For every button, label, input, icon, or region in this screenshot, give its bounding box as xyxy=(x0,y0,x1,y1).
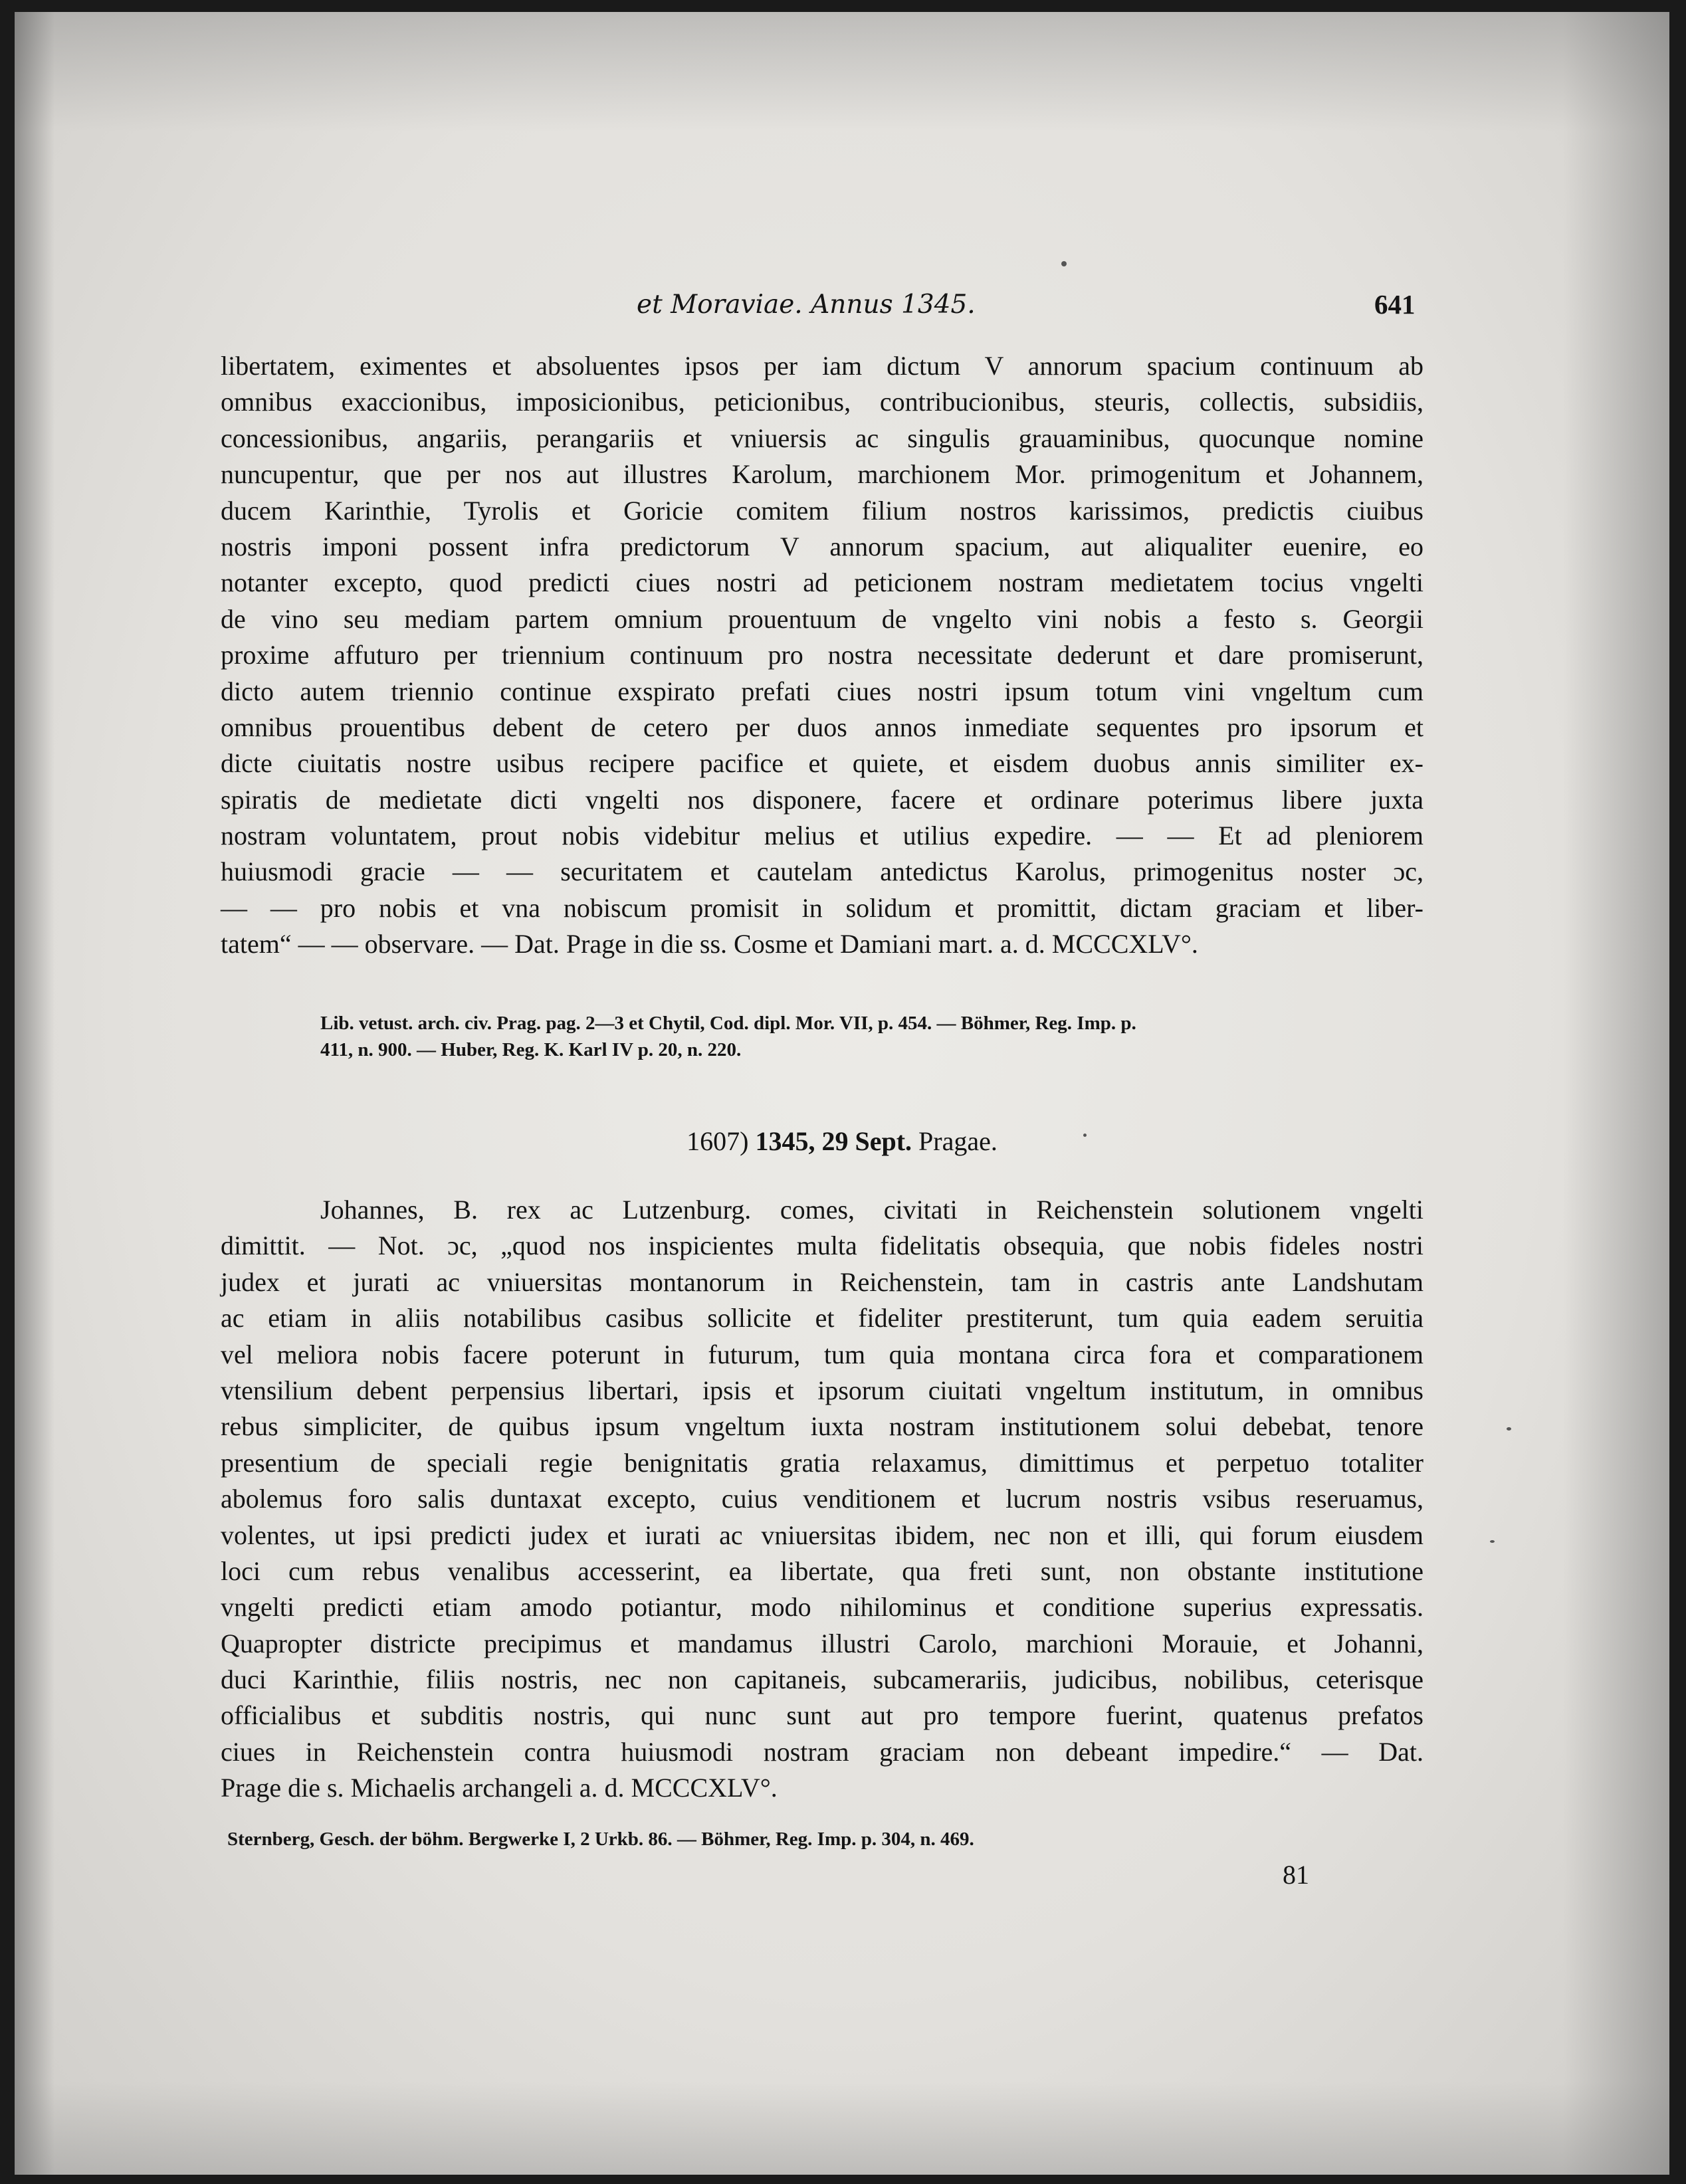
text-line: dicto autem triennio continue exspirato prefati ciues nostri ipsum totum vini vngeltum cum xyxy=(221,676,1423,706)
text-line: omnibus exaccionibus, imposicionibus, peticionibus, contribucionibus, steuris, collectis, subsidiis, xyxy=(221,387,1423,417)
signature-mark: 81 xyxy=(1283,1860,1309,1890)
text-line: ac etiam in aliis notabilibus casibus sollicite et fideliter prestiterunt, tum quia eadem seruitia xyxy=(221,1303,1423,1334)
text-line: vel meliora nobis facere poterunt in futurum, tum quia montana circa fora et comparationem xyxy=(221,1339,1423,1369)
scan-speck xyxy=(1061,261,1067,266)
text-line: presentium de speciali regie benignitatis gratia relaxamus, dimittimus et perpetuo totaliter xyxy=(221,1447,1423,1478)
scan-shadow-right xyxy=(1563,12,1669,2175)
text-line: proxime affuturo per triennium continuum pro nostra necessitate dederunt et dare promiserunt, xyxy=(221,640,1423,670)
entry-1606-sources xyxy=(320,1010,1423,1063)
text-line: ciues in Reichenstein contra huiusmodi nostram graciam non debeant impedire.“ — Dat. xyxy=(221,1736,1423,1767)
page-number: 641 xyxy=(1374,289,1416,320)
running-header xyxy=(15,290,1669,330)
text-line: Quapropter districte precipimus et mandamus illustri Carolo, marchioni Morauie, et Johanni, xyxy=(221,1628,1423,1658)
text-line: nuncupentur, que per nos aut illustres Karolum, marchionem Mor. primogenitum et Johannem, xyxy=(221,459,1423,490)
text-line: loci cum rebus venalibus accesserint, ea libertate, qua freti sunt, non obstante institutione xyxy=(221,1555,1423,1586)
source-line: Sternberg, Gesch. der böhm. Bergwerke I, 2 Urkb. 86. — Böhmer, Reg. Imp. p. 304, n. 469. xyxy=(227,1829,974,1850)
source-line: Lib. vetust. arch. civ. Prag. pag. 2—3 et Chytil, Cod. dipl. Mor. VII, p. 454. — Böhmer, Reg. Imp. p. xyxy=(320,1013,1136,1034)
text-line: abolemus foro salis duntaxat excepto, cuius venditionem et lucrum nostris vsibus reseruamus, xyxy=(221,1484,1423,1514)
scan-shadow-left xyxy=(15,12,54,2175)
scan-shadow-bottom xyxy=(15,2082,1669,2175)
text-line: volentes, ut ipsi predicti judex et iurati ac vniuersitas ibidem, nec non et illi, qui forum eiusdem xyxy=(221,1520,1423,1550)
text-line: judex et jurati ac vniuersitas montanorum in Reichenstein, tam in castris ante Landshutam xyxy=(221,1266,1423,1297)
text-line: spiratis de medietate dicti vngelti nos disponere, facere et ordinare poterimus libere juxta xyxy=(221,784,1423,815)
scan-speck xyxy=(1490,1540,1495,1543)
entry-number: 1607) xyxy=(686,1126,749,1156)
text-line: Johannes, B. rex ac Lutzenburg. comes, civitati in Reichenstein solutionem vngelti xyxy=(320,1195,1423,1225)
scan-speck xyxy=(1507,1427,1511,1431)
text-line: nostris imponi possent infra predictorum V annorum spacium, aut aliqualiter euenire, eo xyxy=(221,531,1423,561)
text-line: tatem“ — — observare. — Dat. Prage in die ss. Cosme et Damiani mart. a. d. MCCCXLV°. xyxy=(221,929,1198,959)
source-line: 411, n. 900. — Huber, Reg. K. Karl IV p. 20, n. 220. xyxy=(320,1039,742,1060)
text-line: concessionibus, angariis, perangariis et vniuersis ac singulis grauaminibus, quocunque nomine xyxy=(221,423,1423,453)
text-line: libertatem, eximentes et absoluentes ipsos per iam dictum V annorum spacium continuum ab xyxy=(221,351,1423,381)
text-line: dimittit. — Not. ɔc, „quod nos inspicientes multa fidelitatis obsequia, que nobis fideles nostri xyxy=(221,1231,1423,1261)
scanned-page xyxy=(15,12,1669,2175)
entry-place: Pragae. xyxy=(918,1126,998,1156)
text-line: nostram voluntatem, prout nobis videbitur melius et utilius expedire. — — Et ad pleniorem xyxy=(221,821,1423,851)
text-line: rebus simpliciter, de quibus ipsum vngeltum iuxta nostram institutionem solui debebat, tenore xyxy=(221,1411,1423,1442)
text-line: — — pro nobis et vna nobiscum promisit in solidum et promittit, dictam graciam et liber- xyxy=(221,892,1423,923)
text-line: huiusmodi gracie — — securitatem et cautelam antedictus Karolus, primogenitus noster ɔc, xyxy=(221,856,1423,887)
text-line: ducem Karinthie, Tyrolis et Goricie comitem filium nostros karissimos, predictis ciuibus xyxy=(221,495,1423,526)
text-line: notanter excepto, quod predicti ciues nostri ad peticionem nostram medietatem tocius vngelti xyxy=(221,567,1423,598)
text-line: Prage die s. Michaelis archangeli a. d. MCCCXLV°. xyxy=(221,1773,778,1803)
text-line: vngelti predicti etiam amodo potiantur, modo nihilominus et conditione superius expressatis. xyxy=(221,1592,1423,1623)
entry-1607-heading xyxy=(15,1126,1669,1157)
entry-1607-sources xyxy=(227,1826,1423,1852)
text-line: de vino seu mediam partem omnium prouentuum de vngelto vini nobis a festo s. Georgii xyxy=(221,603,1423,634)
text-line: vtensilium debent perpensius libertari, ipsis et ipsorum ciuitati vngeltum institutum, in omnibus xyxy=(221,1375,1423,1405)
text-line: omnibus prouentibus debent de cetero per duos annos inmediate sequentes pro ipsorum et xyxy=(221,712,1423,742)
entry-1606-text xyxy=(221,348,1423,963)
text-line: duci Karinthie, filiis nostris, nec non capitaneis, subcamerariis, judicibus, nobilibus, ceterisque xyxy=(221,1664,1423,1695)
scan-shadow-top xyxy=(15,12,1669,132)
text-line: officialibus et subditis nostris, qui nunc sunt aut pro tempore fuerint, quatenus prefatos xyxy=(221,1700,1423,1731)
entry-date: 1345, 29 Sept. xyxy=(755,1126,912,1156)
text-line: dicte ciuitatis nostre usibus recipere pacifice et quiete, et eisdem duobus annis similiter ex- xyxy=(221,748,1423,779)
running-title: et Moraviae. Annus 1345. xyxy=(637,290,976,320)
entry-1607-text xyxy=(221,1192,1423,1807)
